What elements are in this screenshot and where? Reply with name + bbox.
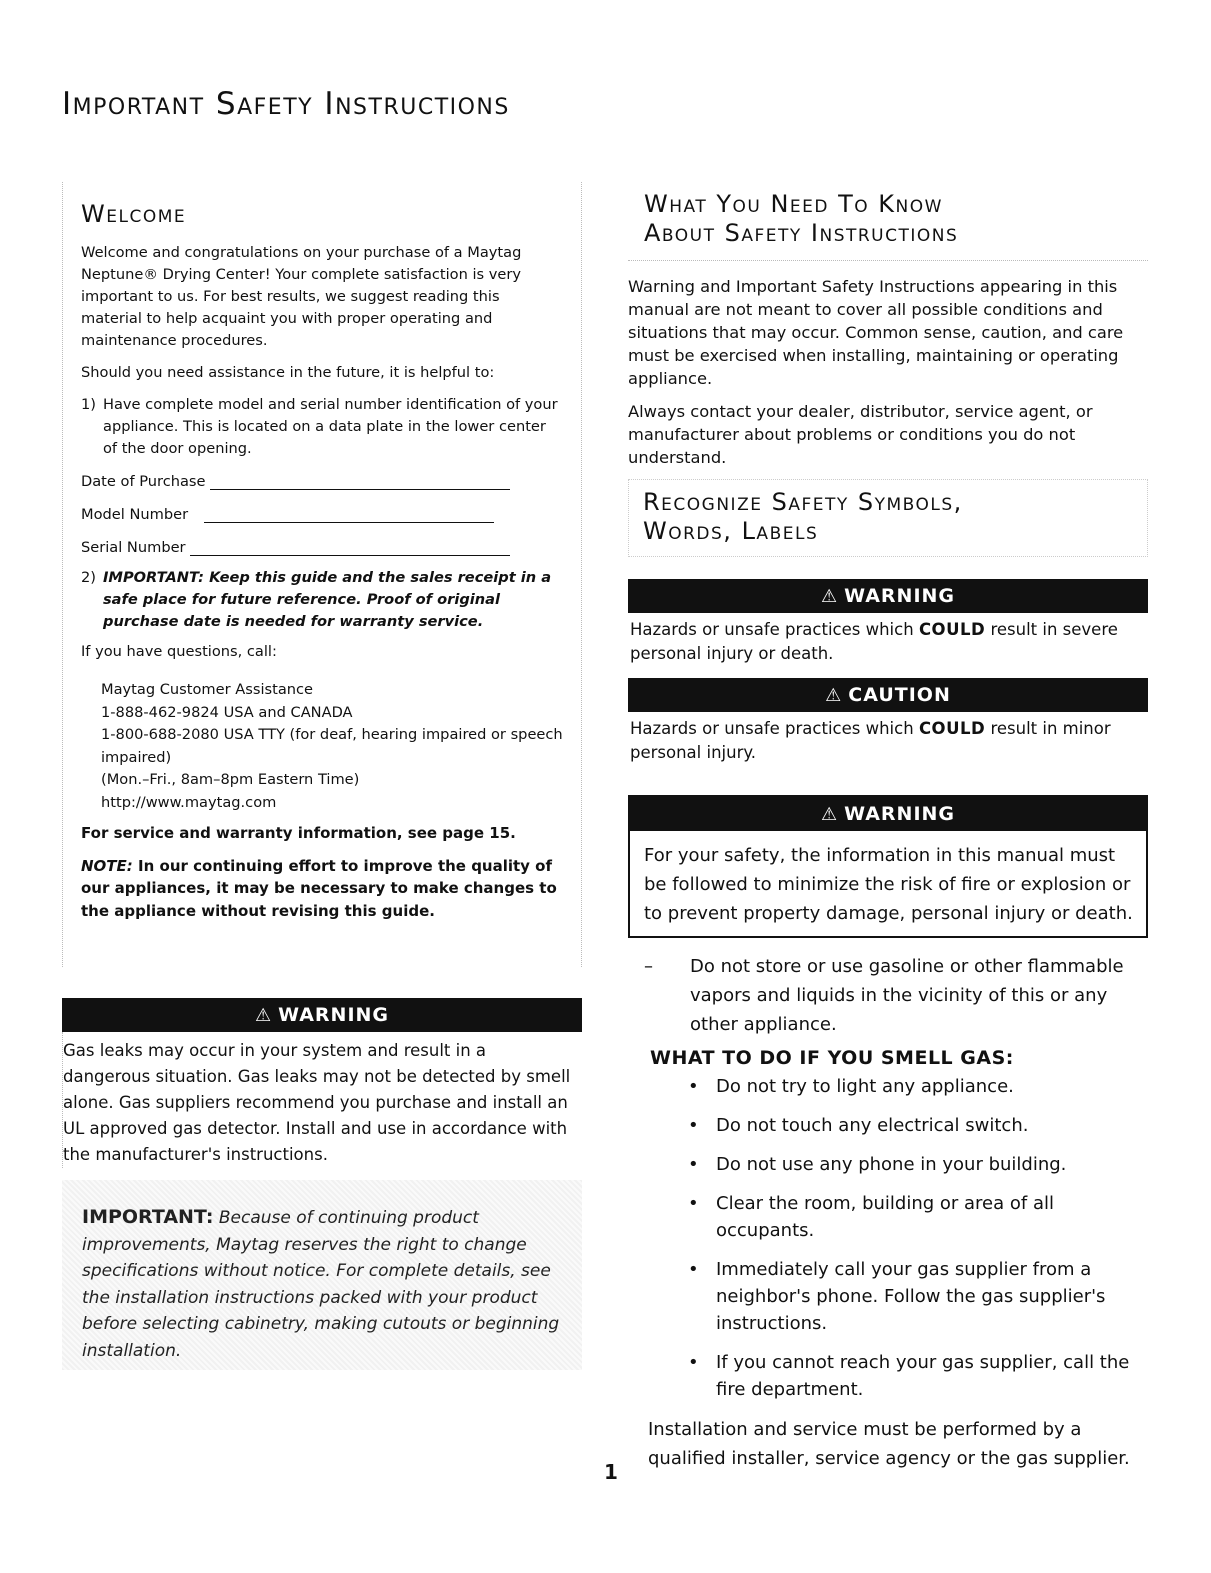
important-text: Because of continuing product improvements, Maytag reserves the right to change specifications without notice. For complete details, see the installation instructions packed with your product before selecting cabinetry, making cutouts or beginning installation. xyxy=(82,1208,560,1361)
warning-bar xyxy=(628,579,1148,613)
bullet-marker: • xyxy=(688,1154,699,1175)
warning-triangle-icon: ⚠ xyxy=(820,586,839,607)
important-label: IMPORTANT: xyxy=(82,1206,214,1228)
caution-bar xyxy=(628,678,1148,712)
title-line: About Safety Instructions xyxy=(644,219,959,247)
contact-block xyxy=(101,679,581,814)
list-item xyxy=(688,1073,1148,1100)
warning-triangle-icon: ⚠ xyxy=(825,685,843,706)
warning-label: WARNING xyxy=(844,585,956,607)
warning-triangle-icon: ⚠ xyxy=(254,1005,273,1026)
safety-text: For your safety, the information in this manual must be followed to minimize the risk of fire or explosion or to prevent property damage, personal injury or death. xyxy=(644,845,1133,924)
contact-line: Maytag Customer Assistance xyxy=(101,681,314,698)
field-label: Model Number xyxy=(81,506,189,523)
list-item-text: Do not try to light any appliance. xyxy=(716,1076,1014,1097)
contact-line: 1-888-462-9824 USA and CANADA xyxy=(101,703,353,721)
title-line: What You Need To Know xyxy=(644,190,943,218)
warning-description xyxy=(630,618,1148,666)
warning-label: WARNING xyxy=(844,803,956,825)
date-of-purchase-field xyxy=(81,468,581,490)
item-text xyxy=(103,567,561,633)
list-item xyxy=(81,394,581,460)
safety-warning-box xyxy=(628,795,1148,938)
know-paragraph: Always contact your dealer, distributor, service agent, or manufacturer about problems or conditions you do not understand. xyxy=(628,402,1093,467)
item-number: 2) xyxy=(81,569,96,586)
list-item xyxy=(688,1112,1148,1139)
warning-bar xyxy=(62,998,582,1032)
gasoline-warning xyxy=(628,952,1148,1039)
item-number: 1) xyxy=(81,396,96,413)
note-label: NOTE: xyxy=(81,856,133,875)
welcome-intro: Welcome and congratulations on your purchase of a Maytag Neptune® Drying Center! Your complete satisfaction is very important to us. For best results, we suggest reading this material to help acquaint you with proper operating and maintenance procedures. xyxy=(81,244,522,349)
title-line: Words, Labels xyxy=(643,517,819,545)
important-text: Keep this guide and the sales receipt in a safe place for future reference. Proof of original purchase date is needed for warranty service. xyxy=(103,569,552,630)
hazard-text: Hazards or unsafe practices which xyxy=(630,719,914,738)
gas-leak-warning xyxy=(62,998,582,1168)
field-label: Serial Number xyxy=(81,539,186,556)
warning-label: WARNING xyxy=(278,1004,390,1026)
assist-text: Should you need assistance in the future, it is helpful to: xyxy=(81,364,495,381)
warning-bar xyxy=(630,797,1146,831)
hazard-text: Hazards or unsafe practices which xyxy=(630,620,914,639)
list-item-text: Immediately call your gas supplier from a neighbor's phone. Follow the gas supplier's instructions. xyxy=(716,1259,1106,1334)
warning-triangle-icon: ⚠ xyxy=(820,804,839,825)
serial-number-field xyxy=(81,534,581,556)
hazard-emphasis: COULD xyxy=(918,620,986,639)
know-paragraph: Warning and Important Safety Instructions appearing in this manual are not meant to cover all possible conditions and situations that may occur. Common sense, caution, and care must be exercised when installing, maintaining or operating appliance. xyxy=(628,277,1124,388)
bullet-marker: • xyxy=(688,1115,699,1136)
blank-line xyxy=(204,507,494,523)
note-text: In our continuing effort to improve the quality of our appliances, it may be necessary to make changes to the appliance without revising this guide. xyxy=(81,856,557,920)
right-column xyxy=(628,182,1148,1473)
welcome-section xyxy=(62,182,582,967)
smell-gas-title: WHAT TO DO IF YOU SMELL GAS: xyxy=(650,1047,1014,1069)
list-item xyxy=(688,1256,1148,1337)
list-item-text: Do not touch any electrical switch. xyxy=(716,1115,1029,1136)
welcome-title: Welcome xyxy=(81,200,187,228)
list-item xyxy=(688,1349,1148,1403)
list-item-text: Do not use any phone in your building. xyxy=(716,1154,1067,1175)
blank-line xyxy=(190,540,510,556)
important-notice xyxy=(62,1180,582,1370)
bullet-marker: • xyxy=(688,1193,699,1214)
field-label: Date of Purchase xyxy=(81,473,206,490)
questions-text: If you have questions, call: xyxy=(81,643,277,660)
know-title xyxy=(628,182,1148,261)
smell-gas-list xyxy=(688,1073,1148,1403)
symbols-title xyxy=(628,479,1148,557)
bullet-marker: • xyxy=(688,1076,699,1097)
gasoline-text: Do not store or use gasoline or other flammable vapors and liquids in the vicinity of this or any other appliance. xyxy=(690,956,1124,1035)
page-number: 1 xyxy=(604,1460,618,1484)
bullet-marker: • xyxy=(688,1259,699,1280)
page-title: Important Safety Instructions xyxy=(62,86,510,122)
list-item-text: If you cannot reach your gas supplier, call the fire department. xyxy=(716,1352,1130,1400)
list-item xyxy=(81,567,581,633)
contact-link[interactable]: http://www.maytag.com xyxy=(101,793,277,811)
blank-line xyxy=(210,474,510,490)
model-number-field xyxy=(81,501,581,523)
list-item-text: Clear the room, building or area of all occupants. xyxy=(716,1193,1054,1241)
item-text: Have complete model and serial number identification of your appliance. This is located on a data plate in the lower center of the door opening. xyxy=(103,396,558,457)
hazard-text: result in minor personal injury. xyxy=(630,719,1111,762)
note xyxy=(81,855,581,923)
contact-line: (Mon.–Fri., 8am–8pm Eastern Time) xyxy=(101,771,360,788)
gas-leak-text: Gas leaks may occur in your system and result in a dangerous situation. Gas leaks may not be detected by smell alone. Gas suppliers recommend you purchase and install an UL approved gas detector. Install and use in accordance with the manufacturer's instructions. xyxy=(62,1032,582,1168)
caution-description xyxy=(630,717,1148,765)
installation-note: Installation and service must be performed by a qualified installer, service agency or the gas supplier. xyxy=(648,1419,1130,1469)
hazard-emphasis: COULD xyxy=(918,719,986,738)
list-item xyxy=(688,1151,1148,1178)
bullet-marker: • xyxy=(688,1352,699,1373)
hazard-text: result in severe personal injury or death. xyxy=(630,620,1118,663)
contact-line: 1-800-688-2080 USA TTY (for deaf, hearing impaired or speech impaired) xyxy=(101,726,563,766)
caution-label: CAUTION xyxy=(848,684,951,706)
service-info: For service and warranty information, see page 15. xyxy=(81,824,516,842)
dash-marker: – xyxy=(644,956,653,977)
title-line: Recognize Safety Symbols, xyxy=(643,488,963,516)
important-label: IMPORTANT: xyxy=(103,569,204,586)
list-item xyxy=(688,1190,1148,1244)
